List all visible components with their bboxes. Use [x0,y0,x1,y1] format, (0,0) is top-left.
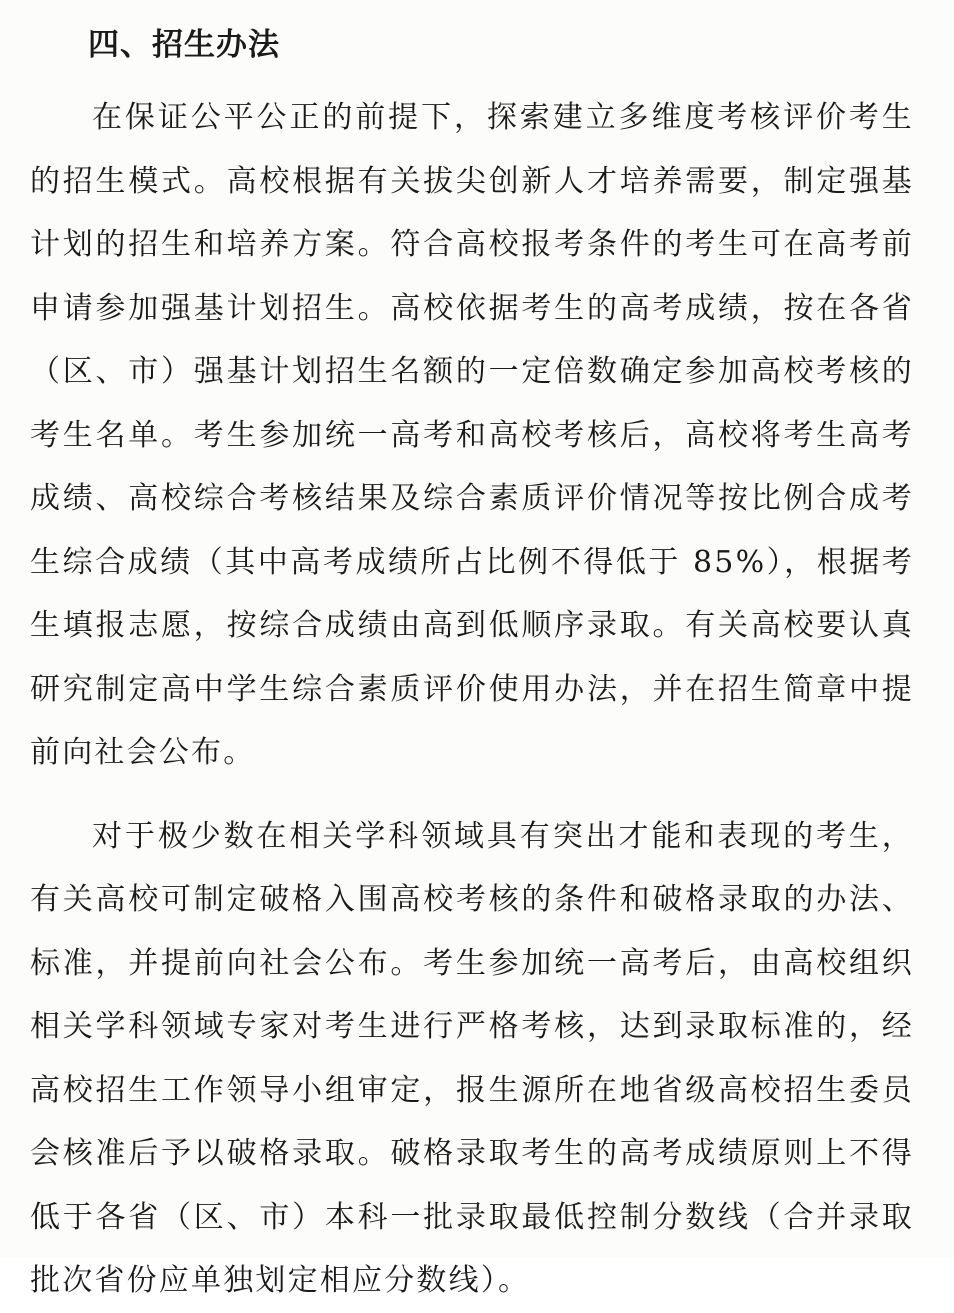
section-heading: 四、招生办法 [88,27,280,63]
paragraph-exceptional-admission: 对于极少数在相关学科领域具有突出才能和表现的考生，有关高校可制定破格入围高校考核的条件和破格录取的办法、标准，并提前向社会公布。考生参加统一高考后，由高校组织相关学科领域专家对考生进行严格考核，达到录取标准的，经高校招生工作领导小组审定，报生源所在地省级高校招生委员会核准后予以破格录取。破格录取考生的高考成绩原则上不得低于各省（区、市）本科一批录取最低控制分数线（合并录取批次省份应单独划定相应分数线）。 [30,818,914,1298]
paragraph-admission-method: 在保证公平公正的前提下，探索建立多维度考核评价考生的招生模式。高校根据有关拔尖创新人才培养需要，制定强基计划的招生和培养方案。符合高校报考条件的考生可在高考前申请参加强基计划招生。高校依据考生的高考成绩，按在各省（区、市）强基计划招生名额的一定倍数确定参加高校考核的考生名单。考生参加统一高考和高校考核后，高校将考生高考成绩、高校综合考核结果及综合素质评价情况等按比例合成考生综合成绩（其中高考成绩所占比例不得低于 85%），根据考生填报志愿，按综合成绩由高到低顺序录取。有关高校要认真研究制定高中学生综合素质评价使用办法，并在招生简章中提前向社会公布。 [30,100,914,770]
